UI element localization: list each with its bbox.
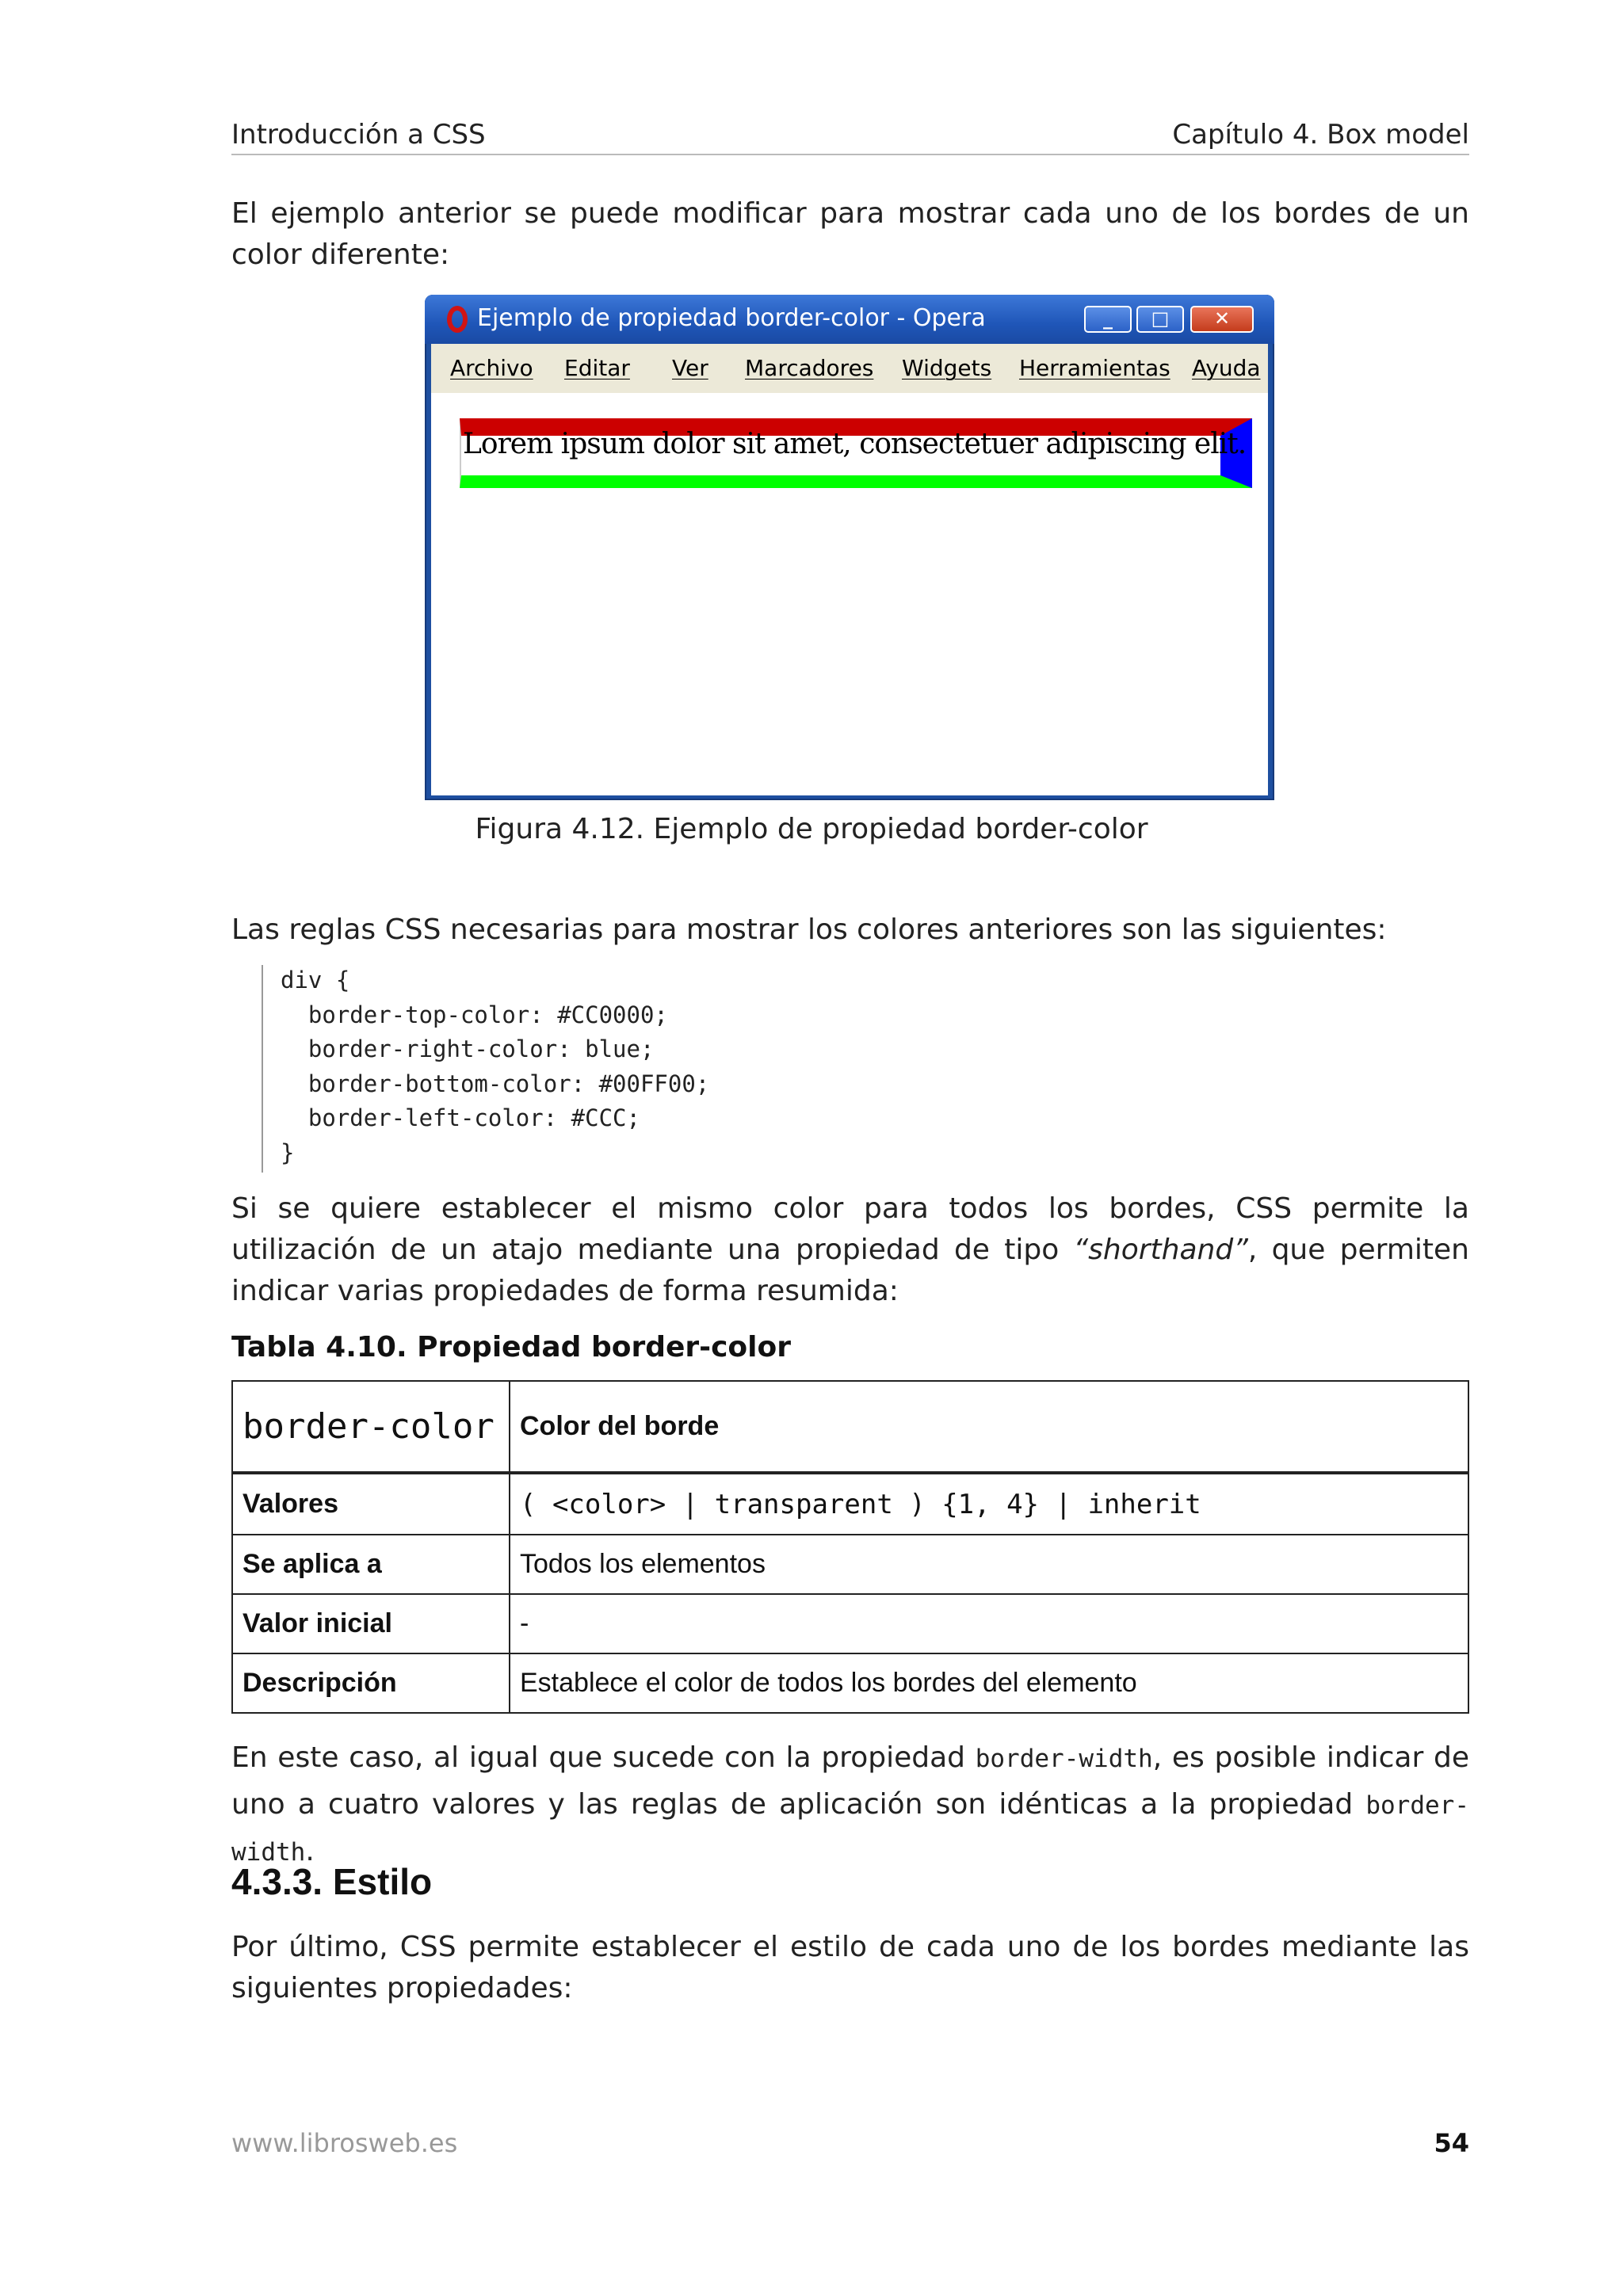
css-code-block: div { border-top-color: #CC0000; border-right-color: blue; border-bottom-color: #00FF00; border-left-color: #CCC; }	[281, 967, 710, 1166]
menu-ayuda: Ayuda	[1192, 355, 1261, 381]
row-key: Valor inicial	[232, 1594, 510, 1653]
close-icon: ✕	[1190, 306, 1254, 333]
row-key: Se aplica a	[232, 1535, 510, 1594]
intro-paragraph: El ejemplo anterior se puede modificar para mostrar cada uno de los bordes de un color diferente:	[231, 197, 1469, 271]
inline-code: border-width	[231, 1791, 1469, 1867]
page-number: 54	[1434, 2128, 1469, 2158]
row-value: -	[510, 1594, 1468, 1653]
table-header-row	[232, 1381, 1468, 1473]
shorthand-paragraph	[231, 1188, 1469, 1312]
opera-logo-icon	[447, 306, 468, 333]
running-header-right: Capítulo 4. Box model	[1172, 119, 1469, 151]
maximize-icon: □	[1136, 306, 1184, 333]
browser-window-screenshot	[425, 295, 1274, 800]
lorem-text: Lorem ipsum dolor sit amet, consectetuer adipiscing elit.	[463, 428, 1247, 460]
shorthand-text-before: Si se quiere establecer el mismo color para todos los bordes, CSS permite la utilización de un atajo mediante una propiedad de tipo	[231, 1192, 1469, 1266]
menu-marcadores: Marcadores	[745, 355, 874, 381]
menu-herramientas: Herramientas	[1019, 355, 1170, 381]
case-paragraph	[231, 1735, 1469, 1875]
window-titlebar	[425, 295, 1274, 344]
row-value: Establece el color de todos los bordes del elemento	[510, 1653, 1468, 1713]
property-desc-cell: Color del borde	[510, 1381, 1468, 1473]
code-block-bar	[262, 965, 263, 1173]
case-text-2: , es posible indicar de uno a cuatro valores y las reglas de aplicación son idénticas a la propiedad	[231, 1741, 1469, 1821]
figure-caption: Figura 4.12. Ejemplo de propiedad border-color	[475, 813, 1148, 845]
row-value: Todos los elementos	[510, 1535, 1468, 1594]
header-divider	[231, 154, 1469, 155]
property-name: border-color	[242, 1406, 495, 1447]
section-heading: 4.3.3. Estilo	[231, 1861, 433, 1902]
last-paragraph: Por último, CSS permite establecer el estilo de cada uno de los bordes mediante las siguientes propiedades:	[231, 1931, 1469, 2004]
running-header-left: Introducción a CSS	[231, 119, 486, 151]
browser-content-area	[431, 393, 1268, 795]
row-value: ( <color> | transparent ) {1, 4} | inherit	[510, 1473, 1468, 1535]
rules-intro-paragraph: Las reglas CSS necesarias para mostrar los colores anteriores son las siguientes:	[231, 913, 1387, 946]
menu-ver: Ver	[672, 355, 708, 381]
window-title: Ejemplo de propiedad border-color - Opera	[477, 304, 986, 332]
case-text-3: .	[305, 1835, 315, 1867]
menu-bar	[431, 344, 1268, 393]
row-key: Descripción	[232, 1653, 510, 1713]
table-row	[232, 1594, 1468, 1653]
shorthand-text-after: , que permiten indicar varias propiedades de forma resumida:	[231, 1234, 1469, 1307]
menu-archivo: Archivo	[450, 355, 533, 381]
footer-url: www.librosweb.es	[231, 2128, 458, 2158]
case-text-1: En este caso, al igual que sucede con la propiedad	[231, 1741, 976, 1774]
shorthand-emphasis: “shorthand”	[1073, 1234, 1248, 1266]
table-row	[232, 1473, 1468, 1535]
table-title: Tabla 4.10. Propiedad border-color	[231, 1331, 791, 1363]
property-name-cell	[232, 1381, 510, 1473]
table-row	[232, 1653, 1468, 1713]
menu-editar: Editar	[564, 355, 630, 381]
row-key: Valores	[232, 1473, 510, 1535]
table-row	[232, 1535, 1468, 1594]
property-table	[231, 1380, 1469, 1714]
menu-widgets: Widgets	[902, 355, 992, 381]
minimize-icon: _	[1084, 306, 1132, 333]
inline-code: border-width	[975, 1745, 1153, 1773]
